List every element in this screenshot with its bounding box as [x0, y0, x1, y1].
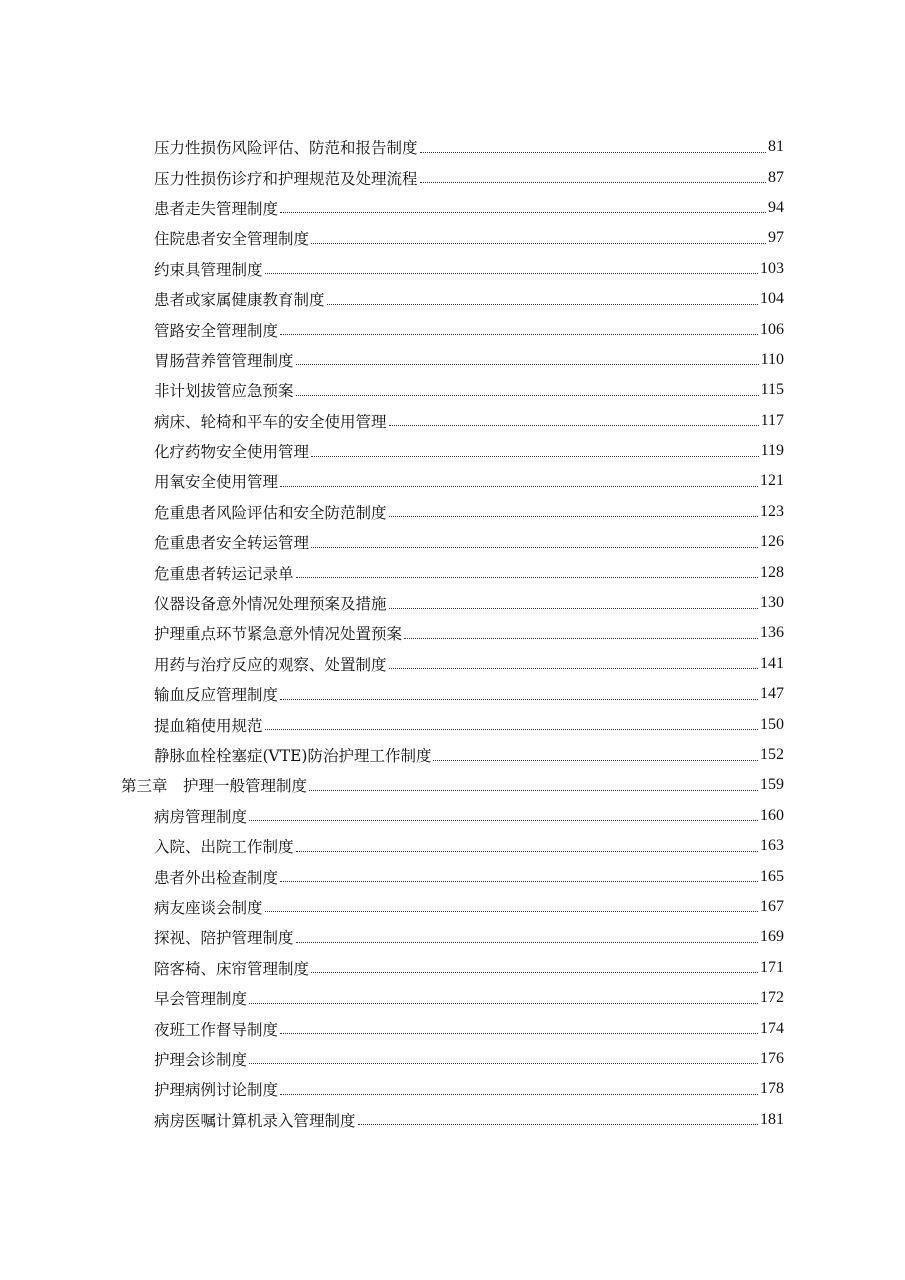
toc-entry[interactable] — [0, 557, 905, 587]
toc-entry-page: 94 — [768, 198, 784, 216]
toc-entry-title: 压力性损伤风险评估、防范和报告制度 — [154, 139, 418, 158]
toc-entry-title: 病床、轮椅和平车的安全使用管理 — [154, 412, 387, 431]
toc-entry-page: 106 — [760, 320, 784, 338]
toc-dot-leader — [280, 486, 758, 487]
toc-entry[interactable] — [0, 922, 905, 952]
toc-entry-title: 入院、出院工作制度 — [154, 838, 294, 857]
table-of-contents — [0, 132, 905, 1135]
toc-dot-leader — [389, 668, 758, 669]
toc-entry-title: 胃肠营养管管理制度 — [154, 351, 294, 370]
toc-entry[interactable] — [0, 588, 905, 618]
toc-entry-title: 病友座谈会制度 — [154, 898, 263, 917]
toc-entry[interactable] — [0, 831, 905, 861]
toc-entry-page: 150 — [760, 715, 784, 733]
toc-chapter-title: 第三章 护理一般管理制度 — [121, 777, 308, 796]
toc-dot-leader — [389, 516, 758, 517]
toc-entry[interactable] — [0, 1044, 905, 1074]
toc-dot-leader — [249, 1003, 758, 1004]
toc-entry-page: 121 — [760, 472, 784, 490]
toc-dot-leader — [265, 729, 758, 730]
toc-dot-leader — [433, 760, 758, 761]
toc-entry-title: 仪器设备意外情况处理预案及措施 — [154, 595, 387, 614]
toc-chapter-entry[interactable] — [0, 770, 905, 800]
toc-entry-page: 181 — [760, 1110, 784, 1128]
toc-entry[interactable] — [0, 375, 905, 405]
toc-entry[interactable] — [0, 892, 905, 922]
toc-entry-title: 提血箱使用规范 — [154, 716, 263, 735]
toc-dot-leader — [309, 790, 758, 791]
toc-entry-page: 160 — [760, 806, 784, 824]
toc-entry-page: 126 — [760, 533, 784, 551]
toc-entry-page: 103 — [760, 259, 784, 277]
toc-entry-page: 136 — [760, 624, 784, 642]
toc-entry[interactable] — [0, 223, 905, 253]
toc-entry-page: 128 — [760, 563, 784, 581]
toc-dot-leader — [311, 243, 766, 244]
toc-entry-page: 169 — [760, 928, 784, 946]
toc-dot-leader — [280, 1094, 758, 1095]
toc-entry-title: 患者或家属健康教育制度 — [154, 291, 325, 310]
toc-entry-title: 管路安全管理制度 — [154, 321, 279, 340]
toc-entry-title: 早会管理制度 — [154, 990, 248, 1009]
toc-entry[interactable] — [0, 497, 905, 527]
toc-entry[interactable] — [0, 1013, 905, 1043]
toc-entry-title: 输血反应管理制度 — [154, 686, 279, 705]
toc-entry[interactable] — [0, 1074, 905, 1104]
toc-dot-leader — [389, 608, 758, 609]
toc-entry[interactable] — [0, 436, 905, 466]
toc-dot-leader — [280, 699, 758, 700]
toc-entry-page: 167 — [760, 897, 784, 915]
toc-dot-leader — [358, 1124, 758, 1125]
toc-entry[interactable] — [0, 709, 905, 739]
toc-entry-title: 夜班工作督导制度 — [154, 1020, 279, 1039]
toc-entry-page: 130 — [760, 594, 784, 612]
toc-entry[interactable] — [0, 618, 905, 648]
toc-entry[interactable] — [0, 466, 905, 496]
toc-entry[interactable] — [0, 679, 905, 709]
toc-entry-title: 陪客椅、床帘管理制度 — [154, 959, 310, 978]
toc-entry-title: 护理重点环节紧急意外情况处置预案 — [154, 625, 403, 644]
toc-entry[interactable] — [0, 314, 905, 344]
toc-dot-leader — [327, 304, 758, 305]
toc-entry-title: 用氧安全使用管理 — [154, 473, 279, 492]
toc-entry-page: 147 — [760, 685, 784, 703]
toc-dot-leader — [265, 911, 758, 912]
toc-entry[interactable] — [0, 132, 905, 162]
toc-entry-title: 病房医嘱计算机录入管理制度 — [154, 1111, 356, 1130]
toc-entry[interactable] — [0, 983, 905, 1013]
toc-entry-title: 用药与治疗反应的观察、处置制度 — [154, 655, 387, 674]
toc-entry[interactable] — [0, 193, 905, 223]
toc-entry-title: 静脉血栓栓塞症(VTE)防治护理工作制度 — [154, 747, 432, 765]
toc-chapter-page: 159 — [760, 776, 784, 794]
toc-dot-leader — [420, 152, 766, 153]
toc-entry[interactable] — [0, 406, 905, 436]
toc-dot-leader — [311, 456, 759, 457]
toc-entry-title: 护理病例讨论制度 — [154, 1081, 279, 1100]
toc-dot-leader — [404, 638, 758, 639]
toc-entry-title: 压力性损伤诊疗和护理规范及处理流程 — [154, 169, 418, 188]
toc-dot-leader — [249, 820, 758, 821]
toc-entry-title: 护理会诊制度 — [154, 1050, 248, 1069]
toc-dot-leader — [296, 851, 758, 852]
toc-entry-title: 危重患者安全转运管理 — [154, 534, 310, 553]
toc-entry-page: 81 — [768, 138, 784, 156]
toc-dot-leader — [280, 881, 758, 882]
toc-entry-title: 约束具管理制度 — [154, 260, 263, 279]
toc-dot-leader — [280, 1033, 758, 1034]
toc-dot-leader — [296, 942, 758, 943]
toc-entry[interactable] — [0, 740, 905, 770]
toc-entry-page: 152 — [760, 746, 784, 763]
toc-entry-title: 住院患者安全管理制度 — [154, 230, 310, 249]
toc-dot-leader — [249, 1063, 758, 1064]
toc-entry-title: 患者外出检查制度 — [154, 868, 279, 887]
toc-entry-page: 165 — [760, 867, 784, 885]
toc-entry[interactable] — [0, 162, 905, 192]
toc-dot-leader — [296, 395, 759, 396]
toc-entry[interactable] — [0, 284, 905, 314]
toc-dot-leader — [265, 273, 758, 274]
toc-entry-title: 非计划拔管应急预案 — [154, 382, 294, 401]
toc-dot-leader — [296, 364, 759, 365]
toc-dot-leader — [420, 182, 766, 183]
toc-entry-title: 危重患者风险评估和安全防范制度 — [154, 503, 387, 522]
toc-entry-title: 化疗药物安全使用管理 — [154, 443, 310, 462]
toc-dot-leader — [311, 547, 758, 548]
toc-entry-title: 病房管理制度 — [154, 807, 248, 826]
toc-dot-leader — [296, 577, 758, 578]
toc-entry-page: 119 — [760, 442, 784, 460]
toc-entry-page: 172 — [760, 989, 784, 1007]
toc-entry-page: 171 — [760, 958, 784, 976]
toc-dot-leader — [389, 425, 759, 426]
toc-entry-page: 178 — [760, 1080, 784, 1098]
toc-dot-leader — [280, 334, 758, 335]
toc-entry[interactable] — [0, 1105, 905, 1135]
toc-entry-page: 104 — [760, 290, 784, 308]
toc-entry[interactable] — [0, 527, 905, 557]
toc-entry[interactable] — [0, 861, 905, 891]
toc-entry-page: 163 — [760, 837, 784, 855]
toc-entry-page: 141 — [760, 654, 784, 672]
toc-entry-page: 115 — [760, 381, 784, 399]
toc-entry-title: 患者走失管理制度 — [154, 199, 279, 218]
toc-entry[interactable] — [0, 649, 905, 679]
toc-entry[interactable] — [0, 345, 905, 375]
toc-dot-leader — [280, 212, 766, 213]
toc-entry-page: 174 — [760, 1019, 784, 1037]
toc-entry-page: 97 — [768, 229, 784, 247]
toc-entry[interactable] — [0, 254, 905, 284]
toc-entry-page: 110 — [760, 350, 784, 368]
toc-entry[interactable] — [0, 953, 905, 983]
toc-entry-page: 123 — [760, 502, 784, 520]
toc-entry-page: 176 — [760, 1049, 784, 1067]
toc-entry-page: 87 — [768, 168, 784, 186]
toc-entry-title: 探视、陪护管理制度 — [154, 929, 294, 948]
toc-entry-page: 117 — [760, 411, 784, 429]
toc-entry[interactable] — [0, 801, 905, 831]
toc-entry-title: 危重患者转运记录单 — [154, 564, 294, 583]
toc-dot-leader — [311, 972, 758, 973]
